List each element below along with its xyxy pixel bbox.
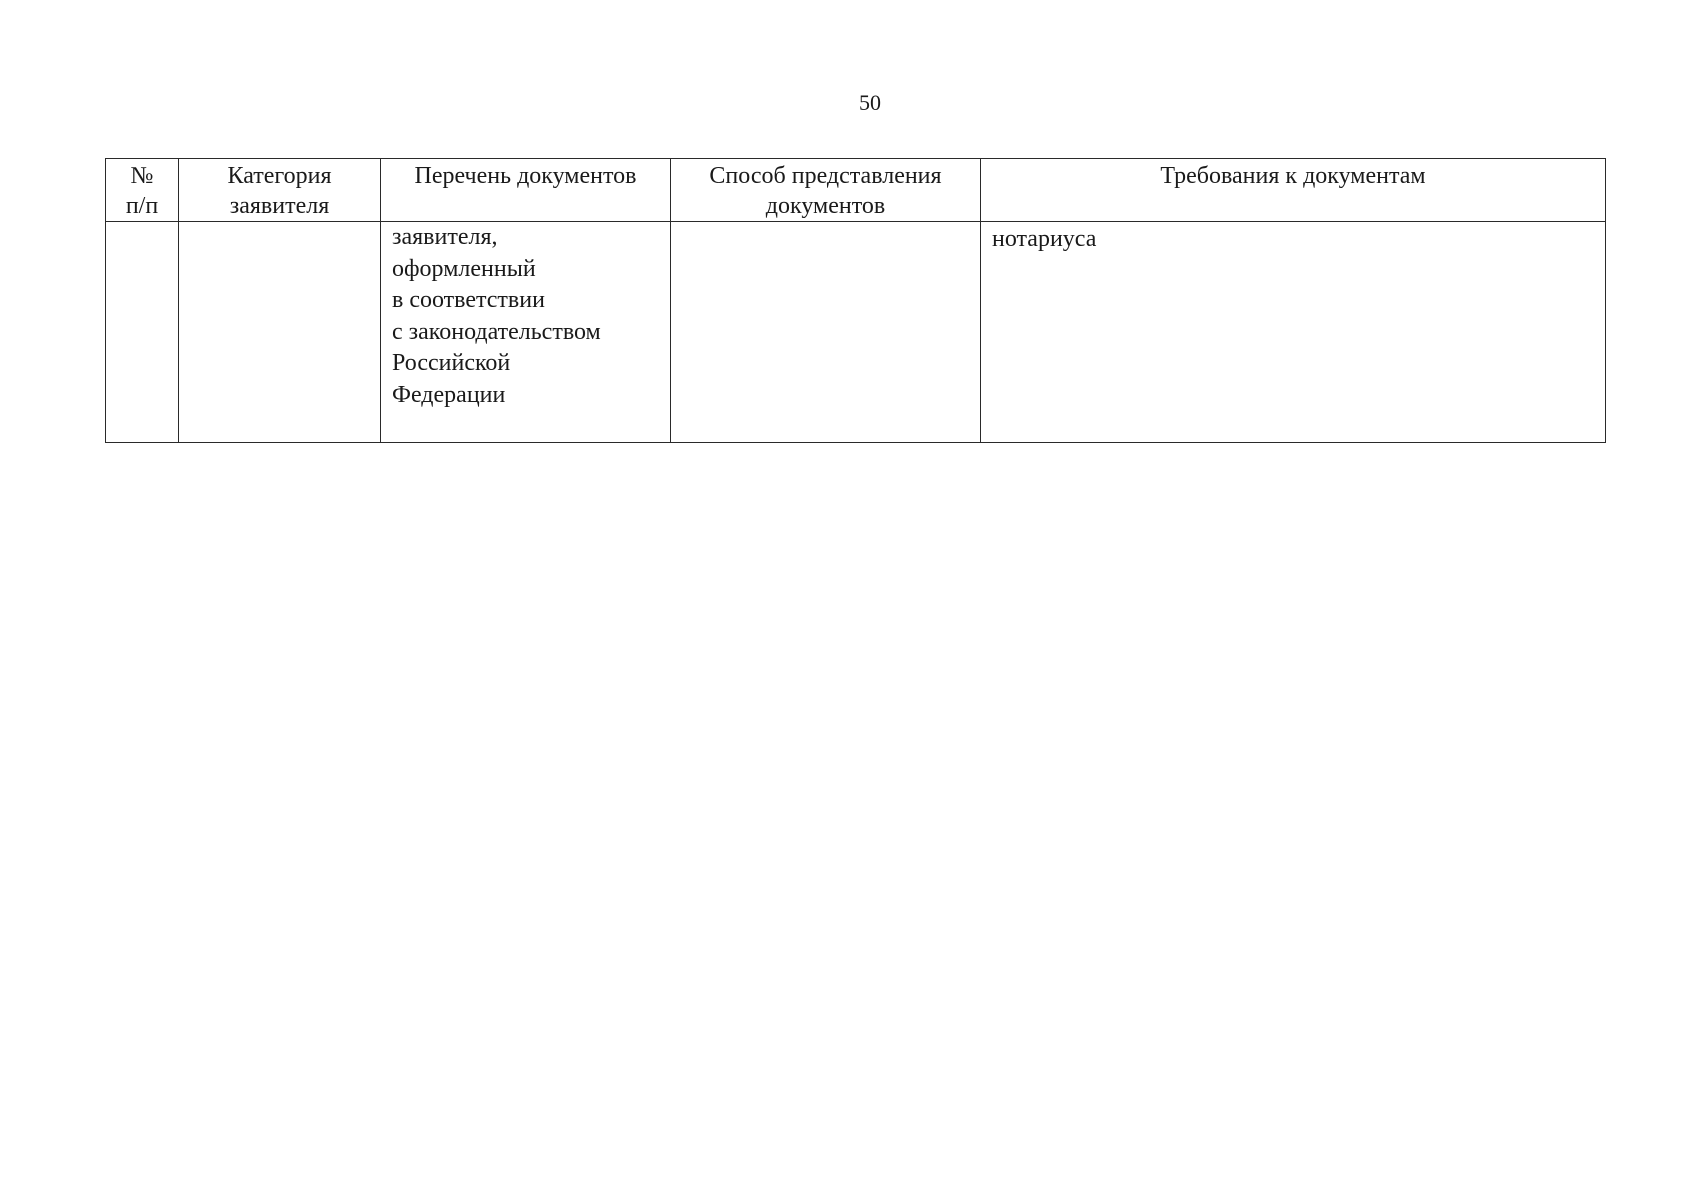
header-applicant-category-line-1: Категория [227,163,332,189]
cell-document-requirements: нотариуса [981,222,1606,443]
table-header-row [106,159,1606,222]
cell-applicant-category [179,222,381,443]
document-list-line: с законодательством [392,318,601,345]
header-submission-method [671,159,981,222]
table-row [106,222,1606,443]
document-list-line: заявителя, [392,224,498,250]
header-number-line-2: п/п [125,193,159,219]
header-number-line-1: № [130,163,154,189]
header-submission-method-line-2: документов [765,193,886,219]
cell-submission-method [671,222,981,443]
document-list-line: в соответствии [392,287,545,313]
document-list-line: Федерации [392,381,506,408]
header-applicant-category-line-2: заявителя [229,193,330,219]
header-document-list [381,159,671,222]
header-submission-method-line-1: Способ представления [709,163,942,189]
cell-document-list [381,222,671,443]
header-applicant-category [179,159,381,222]
cell-number [106,222,179,443]
header-number [106,159,179,222]
header-document-requirements-line-1: Требования к документам [1160,163,1426,189]
header-document-list-line-1: Перечень документов [414,163,637,189]
page-number: 50 [859,90,881,115]
document-list-line: Российской [392,350,511,376]
header-document-requirements [981,159,1606,222]
document-list-line: оформленный [392,255,536,282]
documents-table [105,158,1606,443]
